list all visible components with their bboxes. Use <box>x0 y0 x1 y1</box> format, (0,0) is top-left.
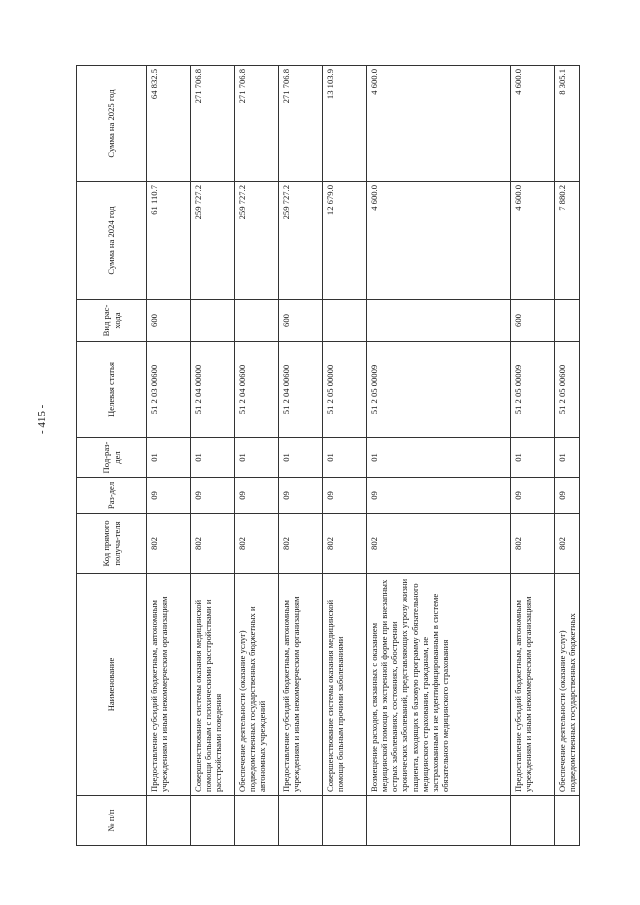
cell-target: 51 2 05 00000 <box>323 342 367 438</box>
cell-vid <box>555 300 580 342</box>
cell-code: 802 <box>235 514 279 574</box>
cell-podrazdel: 01 <box>235 438 279 478</box>
cell-vid: 600 <box>511 300 555 342</box>
cell-name: Обеспечение деятельности (оказание услуг) подведомственных государственных бюджетных <box>555 574 580 796</box>
cell-podrazdel: 01 <box>279 438 323 478</box>
cell-sum-2024: 259 727.2 <box>235 182 279 300</box>
cell-razdel: 09 <box>555 478 580 514</box>
cell-name: Возмещение расходов, связанных с оказанием медицинской помощи в экстренной форме при внезапных острых заболеваниях, состояниях, обострении хронических заболеваний, представляющих угрозу жизни пациента, входящих в базовую программу обязательного медицинского страхования, гражданам, не застрахованным и не идентифицированным в системе обязательного медицинского страхования <box>367 574 511 796</box>
cell-name: Предоставление субсидий бюджетным, автономным учреждениям и иным некоммерческим организациям <box>279 574 323 796</box>
cell-sum-2025: 64 832.5 <box>147 66 191 182</box>
cell-vid <box>235 300 279 342</box>
cell-num <box>367 796 511 846</box>
cell-sum-2025: 13 103.9 <box>323 66 367 182</box>
cell-num <box>511 796 555 846</box>
cell-sum-2025: 4 600.0 <box>367 66 511 182</box>
cell-name: Предоставление субсидий бюджетным, автономным учреждениям и иным некоммерческим организациям <box>511 574 555 796</box>
cell-sum-2024: 61 110.7 <box>147 182 191 300</box>
cell-target: 51 2 03 00600 <box>147 342 191 438</box>
cell-razdel: 09 <box>147 478 191 514</box>
cell-code: 802 <box>323 514 367 574</box>
cell-sum-2025: 271 706.8 <box>279 66 323 182</box>
cell-target: 51 2 04 00600 <box>235 342 279 438</box>
header-podrazdel: Под-раз-дел <box>77 438 147 478</box>
cell-sum-2025: 271 706.8 <box>191 66 235 182</box>
cell-vid <box>367 300 511 342</box>
cell-podrazdel: 01 <box>323 438 367 478</box>
cell-razdel: 09 <box>279 478 323 514</box>
cell-num <box>323 796 367 846</box>
table-row <box>191 66 235 846</box>
budget-table-sheet <box>76 66 578 846</box>
cell-sum-2024: 259 727.2 <box>191 182 235 300</box>
cell-podrazdel: 01 <box>555 438 580 478</box>
cell-sum-2024: 7 880.2 <box>555 182 580 300</box>
table-row <box>323 66 367 846</box>
cell-sum-2025: 271 706.8 <box>235 66 279 182</box>
cell-razdel: 09 <box>367 478 511 514</box>
cell-target: 51 2 05 00009 <box>511 342 555 438</box>
cell-code: 802 <box>555 514 580 574</box>
header-row <box>77 66 147 846</box>
table-row <box>555 66 580 846</box>
header-name: Наименование <box>77 574 147 796</box>
table-row <box>279 66 323 846</box>
cell-vid: 600 <box>147 300 191 342</box>
cell-razdel: 09 <box>235 478 279 514</box>
cell-vid: 600 <box>279 300 323 342</box>
cell-podrazdel: 01 <box>367 438 511 478</box>
header-sum-2024: Сумма на 2024 год <box>77 182 147 300</box>
cell-num <box>147 796 191 846</box>
cell-vid <box>191 300 235 342</box>
cell-num <box>235 796 279 846</box>
table-row <box>147 66 191 846</box>
cell-name: Предоставление субсидий бюджетным, автономным учреждениям и иным некоммерческим организациям <box>147 574 191 796</box>
cell-code: 802 <box>511 514 555 574</box>
cell-sum-2024: 4 600.0 <box>367 182 511 300</box>
budget-table <box>76 65 580 846</box>
cell-target: 51 2 04 00000 <box>191 342 235 438</box>
cell-sum-2025: 8 305.1 <box>555 66 580 182</box>
cell-name: Совершенствование системы оказания медицинской помощи больным прочими заболеваниями <box>323 574 367 796</box>
table-row <box>367 66 511 846</box>
cell-razdel: 09 <box>323 478 367 514</box>
header-target: Целевая статья <box>77 342 147 438</box>
cell-num <box>279 796 323 846</box>
cell-razdel: 09 <box>511 478 555 514</box>
cell-num <box>555 796 580 846</box>
cell-num <box>191 796 235 846</box>
cell-sum-2024: 4 600.0 <box>511 182 555 300</box>
cell-sum-2024: 12 679.0 <box>323 182 367 300</box>
cell-razdel: 09 <box>191 478 235 514</box>
cell-code: 802 <box>191 514 235 574</box>
cell-code: 802 <box>367 514 511 574</box>
cell-code: 802 <box>279 514 323 574</box>
page-number: - 415 - <box>36 404 48 434</box>
table-row <box>235 66 279 846</box>
cell-target: 51 2 05 00600 <box>555 342 580 438</box>
cell-podrazdel: 01 <box>191 438 235 478</box>
header-vid: Вид рас-хода <box>77 300 147 342</box>
header-sum-2025: Сумма на 2025 год <box>77 66 147 182</box>
cell-podrazdel: 01 <box>147 438 191 478</box>
cell-target: 51 2 04 00600 <box>279 342 323 438</box>
cell-podrazdel: 01 <box>511 438 555 478</box>
header-code: Код прямого получа-теля <box>77 514 147 574</box>
table-row <box>511 66 555 846</box>
header-num: № п/п <box>77 796 147 846</box>
cell-name: Обеспечение деятельности (оказание услуг) подведомственных государственных бюджетных и автономных учреждений <box>235 574 279 796</box>
header-razdel: Раз-дел <box>77 478 147 514</box>
cell-code: 802 <box>147 514 191 574</box>
cell-name: Совершенствование системы оказания медицинской помощи больным с психическими расстройствами и расстройствами поведения <box>191 574 235 796</box>
cell-target: 51 2 05 00009 <box>367 342 511 438</box>
cell-sum-2025: 4 600.0 <box>511 66 555 182</box>
cell-sum-2024: 259 727.2 <box>279 182 323 300</box>
cell-vid <box>323 300 367 342</box>
